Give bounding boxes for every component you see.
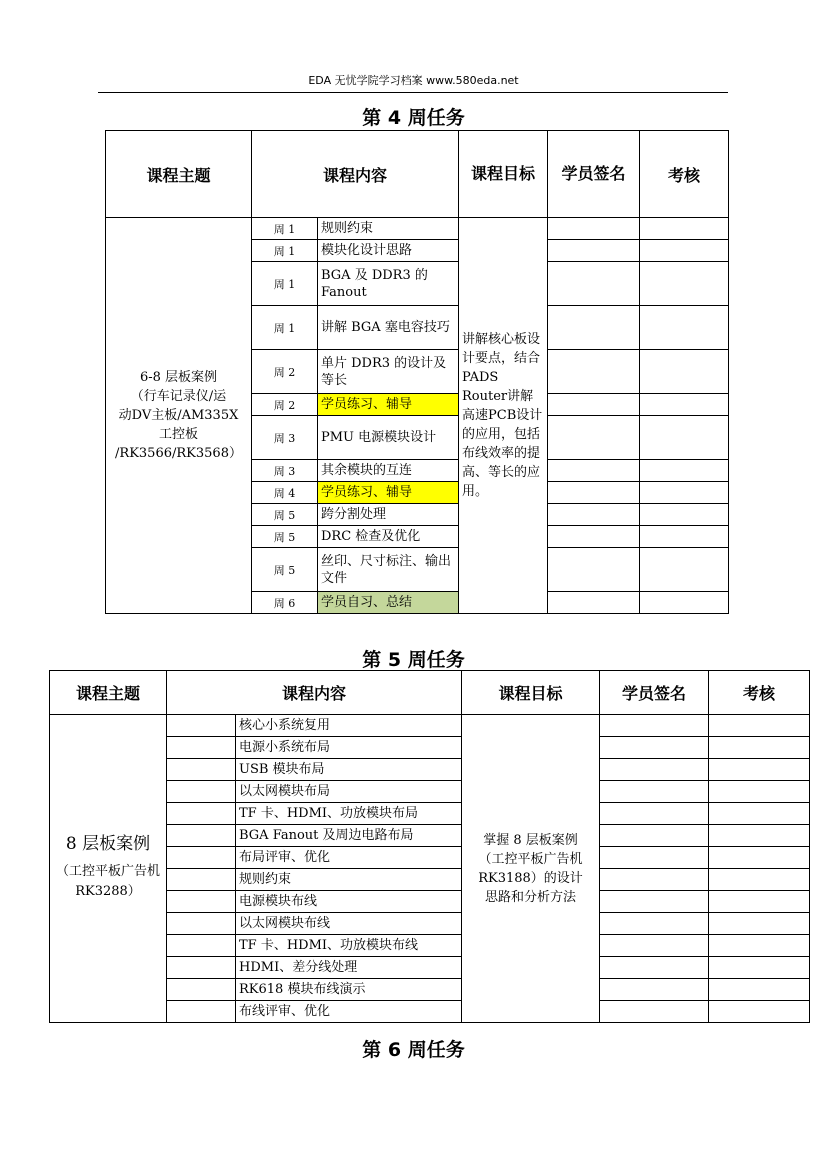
week5-header-topic: 课程主题 (50, 671, 167, 715)
empty-cell (167, 847, 236, 869)
content-item: 规则约束 (318, 218, 459, 240)
assess-cell[interactable] (640, 526, 729, 548)
content-item: 以太网模块布局 (236, 781, 462, 803)
content-item: TF 卡、HDMI、功放模块布线 (236, 935, 462, 957)
empty-cell (167, 759, 236, 781)
empty-cell (167, 737, 236, 759)
week4-title: 第 4 周任务 (362, 107, 465, 129)
assess-cell[interactable] (709, 957, 810, 979)
content-item: BGA 及 DDR3 的 Fanout (318, 262, 459, 306)
content-item: 其余模块的互连 (318, 460, 459, 482)
content-item: HDMI、差分线处理 (236, 957, 462, 979)
content-item: PMU 电源模块设计 (318, 416, 459, 460)
assess-cell[interactable] (709, 979, 810, 1001)
week5-title: 第 5 周任务 (362, 649, 465, 671)
assess-cell[interactable] (640, 262, 729, 306)
week5-topic (50, 715, 167, 1023)
content-item: 电源模块布线 (236, 891, 462, 913)
empty-cell (167, 715, 236, 737)
week-label: 周 5 (252, 504, 318, 526)
content-item: 丝印、尺寸标注、输出文件 (318, 548, 459, 592)
assess-cell[interactable] (709, 781, 810, 803)
sign-cell[interactable] (548, 218, 640, 240)
header-rule (98, 92, 728, 93)
week-label: 周 6 (252, 592, 318, 614)
assess-cell[interactable] (640, 218, 729, 240)
empty-cell (167, 803, 236, 825)
week6-title: 第 6 周任务 (362, 1039, 465, 1061)
week-label: 周 2 (252, 350, 318, 394)
content-item: TF 卡、HDMI、功放模块布局 (236, 803, 462, 825)
sign-cell[interactable] (548, 240, 640, 262)
week4-topic-line: /RK3566/RK3568） (115, 446, 242, 461)
content-item: 学员练习、辅导 (318, 482, 459, 504)
content-item: DRC 检查及优化 (318, 526, 459, 548)
sign-cell[interactable] (600, 957, 709, 979)
content-item: 模块化设计思路 (318, 240, 459, 262)
assess-cell[interactable] (640, 306, 729, 350)
week4-topic (106, 218, 252, 614)
content-item: 学员练习、辅导 (318, 394, 459, 416)
sign-cell[interactable] (548, 460, 640, 482)
content-item: USB 模块布局 (236, 759, 462, 781)
assess-cell[interactable] (640, 504, 729, 526)
week-label: 周 3 (252, 416, 318, 460)
week4-topic-line: 6-8 层板案例 (139, 370, 218, 385)
week-label: 周 5 (252, 548, 318, 592)
sign-cell[interactable] (600, 935, 709, 957)
content-item: BGA Fanout 及周边电路布局 (236, 825, 462, 847)
empty-cell (167, 979, 236, 1001)
empty-cell (167, 935, 236, 957)
week4-header-topic: 课程主题 (106, 131, 252, 218)
week5-topic-main: 8 层板案例 (65, 834, 151, 854)
week-label: 周 1 (252, 240, 318, 262)
assess-cell[interactable] (640, 240, 729, 262)
week5-header-assess: 考核 (709, 671, 810, 715)
empty-cell (167, 825, 236, 847)
assess-cell[interactable] (709, 891, 810, 913)
week4-goal: 讲解核心板设计要点，结合PADS Router讲解高速PCB设计的应用，包括布线效率的提高、等长的应用。 (459, 218, 548, 614)
assess-cell[interactable] (640, 592, 729, 614)
assess-cell[interactable] (640, 394, 729, 416)
week4-header-assess: 考核 (640, 131, 729, 218)
week-label: 周 5 (252, 526, 318, 548)
content-item: 规则约束 (236, 869, 462, 891)
sign-cell[interactable] (548, 394, 640, 416)
assess-cell[interactable] (709, 847, 810, 869)
assess-cell[interactable] (709, 803, 810, 825)
sign-cell[interactable] (600, 891, 709, 913)
empty-cell (167, 891, 236, 913)
sign-cell[interactable] (548, 504, 640, 526)
week-label: 周 4 (252, 482, 318, 504)
sign-cell[interactable] (600, 803, 709, 825)
assess-cell[interactable] (640, 548, 729, 592)
assess-cell[interactable] (709, 913, 810, 935)
sign-cell[interactable] (548, 306, 640, 350)
week-label: 周 1 (252, 306, 318, 350)
week4-header-content: 课程内容 (252, 131, 459, 218)
week4-table (105, 130, 729, 614)
sign-cell[interactable] (548, 482, 640, 504)
assess-cell[interactable] (709, 825, 810, 847)
sign-cell[interactable] (548, 526, 640, 548)
sign-cell[interactable] (600, 979, 709, 1001)
empty-cell (167, 957, 236, 979)
week-label: 周 1 (252, 218, 318, 240)
sign-cell[interactable] (600, 737, 709, 759)
week5-header-sign: 学员签名 (600, 671, 709, 715)
week-label: 周 2 (252, 394, 318, 416)
table-row (106, 218, 729, 240)
assess-cell[interactable] (709, 869, 810, 891)
assess-cell[interactable] (640, 460, 729, 482)
assess-cell[interactable] (709, 737, 810, 759)
assess-cell[interactable] (709, 1001, 810, 1023)
content-item: 单片 DDR3 的设计及等长 (318, 350, 459, 394)
assess-cell[interactable] (709, 715, 810, 737)
week-label: 周 1 (252, 262, 318, 306)
empty-cell (167, 913, 236, 935)
week5-table (49, 670, 810, 1023)
sign-cell[interactable] (548, 262, 640, 306)
assess-cell[interactable] (640, 482, 729, 504)
week4-header-goal: 课程目标 (459, 131, 548, 218)
sign-cell[interactable] (600, 781, 709, 803)
week-label: 周 3 (252, 460, 318, 482)
content-item: 电源小系统布局 (236, 737, 462, 759)
page-header: EDA 无忧学院学习档案 www.580eda.net (308, 74, 519, 87)
assess-cell[interactable] (640, 350, 729, 394)
content-item: 核心小系统复用 (236, 715, 462, 737)
content-item: RK618 模块布线演示 (236, 979, 462, 1001)
sign-cell[interactable] (548, 350, 640, 394)
week5-header-content: 课程内容 (167, 671, 462, 715)
week4-topic-line: （行车记录仪/运 (130, 389, 227, 404)
sign-cell[interactable] (600, 1001, 709, 1023)
assess-cell[interactable] (709, 935, 810, 957)
sign-cell[interactable] (548, 592, 640, 614)
sign-cell[interactable] (600, 759, 709, 781)
content-item: 以太网模块布线 (236, 913, 462, 935)
assess-cell[interactable] (640, 416, 729, 460)
table-row (50, 715, 810, 737)
sign-cell[interactable] (600, 913, 709, 935)
week5-header-goal: 课程目标 (462, 671, 600, 715)
sign-cell[interactable] (600, 869, 709, 891)
content-item: 讲解 BGA 塞电容技巧 (318, 306, 459, 350)
content-item: 布局评审、优化 (236, 847, 462, 869)
empty-cell (167, 869, 236, 891)
assess-cell[interactable] (709, 759, 810, 781)
sign-cell[interactable] (548, 416, 640, 460)
week4-topic-line: 动DV主板/AM335X (118, 408, 239, 423)
empty-cell (167, 781, 236, 803)
sign-cell[interactable] (600, 847, 709, 869)
week4-header-sign: 学员签名 (548, 131, 640, 218)
sign-cell[interactable] (600, 715, 709, 737)
empty-cell (167, 1001, 236, 1023)
sign-cell[interactable] (600, 825, 709, 847)
content-item: 学员自习、总结 (318, 592, 459, 614)
week5-topic-sub: （工控平板广告机 RK3288） (55, 864, 160, 899)
week4-topic-line: 工控板 (158, 427, 198, 442)
sign-cell[interactable] (548, 548, 640, 592)
content-item: 跨分割处理 (318, 504, 459, 526)
content-item: 布线评审、优化 (236, 1001, 462, 1023)
week5-goal: 掌握 8 层板案例（工控平板广告机 RK3188）的设计思路和分析方法 (462, 715, 600, 1023)
